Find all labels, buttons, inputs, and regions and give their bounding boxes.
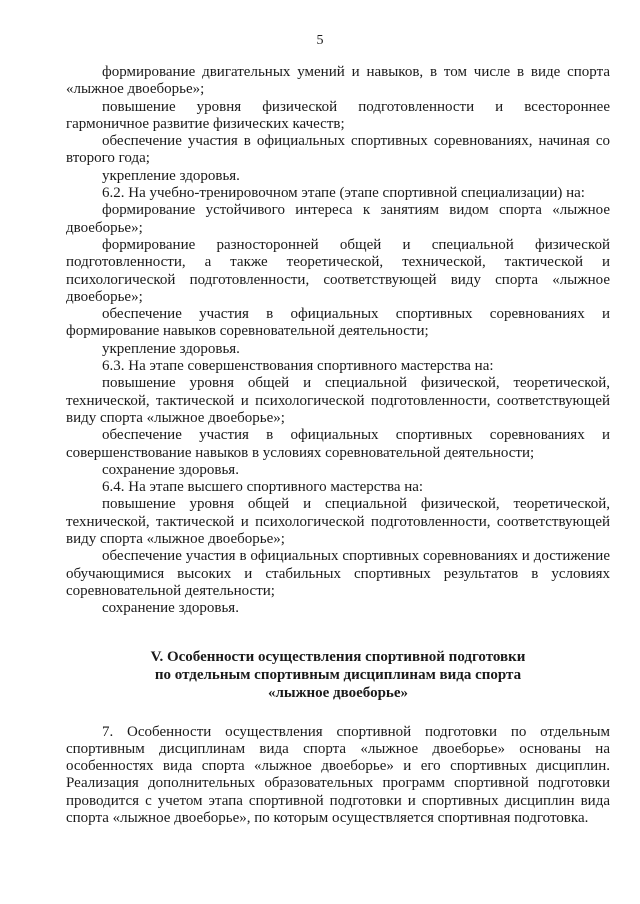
paragraph: формирование двигательных умений и навыков, в том числе в виде спорта «лыжное двоеборье»;: [66, 64, 610, 98]
paragraph: обеспечение участия в официальных спортивных соревнованиях и формирование навыков соревновательной деятельности;: [66, 306, 610, 340]
paragraph: 6.3. На этапе совершенствования спортивного мастерства на:: [102, 358, 494, 375]
paragraph: обеспечение участия в официальных спортивных соревнованиях и достижение обучающимися высоких и стабильных спортивных результатов в условиях соревновательной деятельности;: [66, 548, 610, 599]
paragraph: обеспечение участия в официальных спортивных соревнованиях и совершенствование навыков в условиях соревновательной деятельности;: [66, 427, 610, 461]
paragraph: повышение уровня общей и специальной физической, теоретической, технической, тактической и психологической подготовленности, соответствующей виду спорта «лыжное двоеборье»;: [66, 496, 610, 548]
paragraph: повышение уровня общей и специальной физической, теоретической, технической, тактической и психологической подготовленности, соответствующей виду спорта «лыжное двоеборье»;: [66, 375, 610, 426]
paragraph-7: 7. Особенности осуществления спортивной подготовки по отдельным спортивным дисциплинам вида спорта «лыжное двоеборье» основаны на особенностях вида спорта «лыжное двоеборье» и его спортивных дисциплин. Реализация дополнительных образовательных программ спортивной подготовки проводится с учетом этапа спортивной подготовки и спортивных дисциплин вида спорта «лыжное двоеборье», по которым осуществляется спортивная подготовка.: [66, 723, 610, 826]
paragraph: повышение уровня физической подготовленности и всестороннее гармоничное развитие физических качеств;: [66, 98, 610, 132]
section-heading-line: по отдельным спортивным дисциплинам вида спорта: [154, 666, 522, 683]
paragraph: формирование разносторонней общей и специальной физической подготовленности, а также теоретической, технической, тактической и психологической подготовленности, соответствующей виду спорта «лыжное двоеборье»;: [66, 236, 610, 305]
section-heading: [66, 648, 610, 702]
paragraph: сохранение здоровья.: [102, 461, 239, 478]
paragraph: укрепление здоровья.: [102, 340, 240, 357]
paragraph: укрепление здоровья.: [102, 167, 240, 184]
section-heading-line: V. Особенности осуществления спортивной подготовки: [150, 648, 526, 665]
paragraph: обеспечение участия в официальных спортивных соревнованиях, начиная со второго года;: [66, 133, 610, 167]
paragraph: сохранение здоровья.: [102, 600, 239, 617]
paragraph: 6.4. На этапе высшего спортивного мастерства на:: [102, 479, 424, 496]
paragraph: формирование устойчивого интереса к занятиям видом спорта «лыжное двоеборье»;: [66, 202, 610, 236]
section-heading-line: «лыжное двоеборье»: [267, 684, 409, 701]
document-body: [66, 64, 610, 827]
paragraph: 6.2. На учебно-тренировочном этапе (этапе спортивной специализации) на:: [102, 185, 585, 202]
page-number: 5: [316, 33, 324, 48]
